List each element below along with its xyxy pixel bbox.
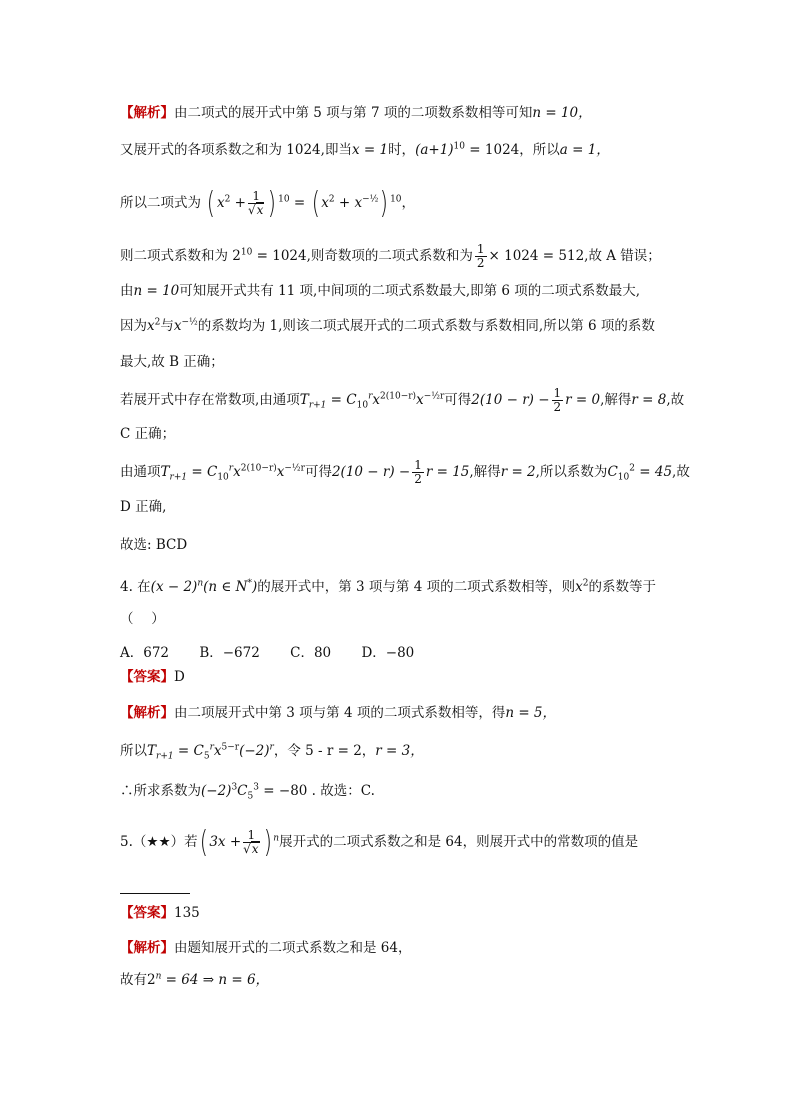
fraction-half: $\frac{1}{2}$ — [414, 458, 422, 486]
q4-answer — [120, 667, 185, 687]
text: 的系数等于 — [588, 579, 656, 595]
math: r = 2 — [500, 464, 536, 480]
math: r = 3， — [375, 743, 424, 759]
p1-line-8 — [120, 387, 684, 414]
math: (a+1) — [415, 142, 454, 158]
text: ,所以系数为 — [535, 464, 608, 480]
p1-line-11 — [120, 497, 166, 517]
q5-explain-2 — [120, 970, 269, 990]
math: (x − 2) — [150, 579, 198, 595]
math: r = 8 — [631, 392, 667, 408]
q4-explain-2 — [120, 739, 424, 763]
option-d: D．−80 — [361, 645, 415, 661]
text: ,故 — [666, 392, 685, 408]
math: 2(10 − r) − — [471, 392, 550, 408]
text: 若展开式中存在常数项,由通项 — [120, 392, 300, 408]
p1-line-12 — [120, 535, 187, 555]
text: ,故 A 错误； — [584, 248, 661, 264]
fraction: $\frac{1}{√x}$ — [243, 828, 259, 856]
q5-stem: 5.（★★）若( 3x + $\frac{1}{√x}$ ) $^n$展开式的二项式系数之和是 64，则展开式中的常数项的值是 — [120, 824, 639, 860]
text: ,解得 — [469, 464, 501, 480]
paren: ) — [268, 185, 277, 221]
math: $C_{10}^2$ — [607, 463, 635, 483]
text: D 正确, — [120, 499, 167, 515]
q4-paren — [120, 609, 165, 629]
text: ,故 — [672, 464, 690, 480]
text: 4. 在 — [120, 579, 151, 595]
p1-line-7 — [120, 352, 224, 372]
difficulty-stars: ★★ — [146, 834, 171, 850]
q4-stem: 4. 在$(x - 2)^n(n$ ∈ N*)的展开式中，第 3 项与第 4 项的二项式系数相等，则$x^2$的系数等于 — [120, 578, 656, 595]
text: 5.（ — [120, 834, 147, 850]
text: ∴所求系数为 — [120, 783, 201, 799]
p1-line-4 — [120, 243, 661, 270]
text: 又展开式的各项系数之和为 1024,即当 — [120, 142, 352, 158]
text: 则二项式系数和为 2 — [120, 248, 241, 264]
text: 由二项式的展开式中第 5 项与第 7 项的二项数系数相等可知 — [174, 105, 533, 121]
text: ,解得 — [600, 392, 632, 408]
text: 可得 — [444, 392, 472, 408]
p1-line-5 — [120, 281, 640, 301]
math: n = 5， — [505, 705, 557, 721]
text: 的展开式中，第 3 项与第 4 项的二项式系数相等，则 — [257, 579, 576, 595]
q5-explain-1 — [120, 938, 411, 958]
general-term: $T_{r+1} = C_5^rx^{5-r}(-2)^r$ — [147, 742, 274, 762]
answer: D — [174, 669, 185, 685]
text: 可知展开式共有 11 项,中间项的二项式系数最大,即第 6 项的二项式系数最大, — [179, 283, 641, 299]
math: × 1024 = 512 — [488, 248, 585, 264]
text: 所以二项式为 — [120, 195, 201, 211]
option-b: B．−672 — [199, 645, 260, 661]
math: $x^2$ — [147, 317, 161, 334]
paren: ) — [263, 824, 272, 860]
q5-answer — [120, 903, 200, 923]
math: r = 0 — [565, 392, 601, 408]
math: $x^2$ + — [217, 194, 246, 211]
text: 因为 — [120, 318, 147, 334]
math: x = 1 — [351, 142, 389, 158]
text: （ ） — [120, 611, 165, 627]
paren: ( — [207, 185, 216, 221]
text: 由 — [120, 283, 134, 299]
math: $x^{-\frac{1}{2}}$ — [173, 317, 198, 334]
general-term: $T_{r+1} = C_{10}^rx^{2(10-r)}x^{-\frac{1}{2}r}$ — [160, 463, 305, 483]
text: = −80 . 故选：C. — [258, 783, 375, 799]
text: 的系数均为 1,则该二项式展开式的二项式系数与系数相同,所以第 6 项的系数 — [197, 318, 655, 334]
text: 由题知展开式的二项式系数之和是 64， — [174, 940, 412, 956]
p1-line-10 — [120, 459, 690, 486]
p1-line-2 — [120, 140, 610, 160]
exponent: 10 — [453, 141, 465, 152]
fraction-half: $\frac{1}{2}$ — [553, 386, 562, 414]
general-term: $T_{r+1} = C_{10}^rx^{2(10-r)}x^{-\frac{1}{2}r}$ — [299, 391, 445, 411]
math: a = 1， — [559, 142, 610, 158]
option-a: A．672 — [120, 645, 170, 661]
fraction: $\frac{1}{√x}$ — [247, 189, 264, 217]
paren: ( — [311, 185, 320, 221]
answer: 135 — [174, 905, 200, 921]
q4-explain-1 — [120, 703, 556, 723]
answer-blank — [120, 893, 190, 894]
text: 与 — [160, 318, 174, 334]
text: = 1024，所以 — [465, 142, 560, 158]
p1-line-9 — [120, 424, 175, 444]
text: = 1024,则奇数项的二项式系数和为 — [252, 248, 473, 264]
q4-options — [120, 643, 414, 663]
text: 由通项 — [120, 464, 161, 480]
math: r = 15 — [425, 464, 470, 480]
math: 2(10 − r) − — [331, 464, 411, 480]
p1-line-3: 所以二项式为 ( $x^2$ + $\frac{1}{√x}$ ) $^{10}$ = ( $x^2 + x^{-\frac{1}{2}}$) $^{10}$， — [120, 185, 416, 221]
daan-tag: 【答案】 — [120, 905, 174, 921]
option-c: C．80 — [290, 645, 332, 661]
text: 由二项展开式中第 3 项与第 4 项的二项式系数相等，得 — [174, 705, 506, 721]
text: ）若 — [170, 834, 198, 850]
text: 可得 — [304, 464, 332, 480]
exponent: n — [155, 971, 162, 982]
q4-explain-3 — [120, 779, 375, 803]
math: 3x + — [209, 834, 242, 850]
math: $(-2)^3C_5^3$ — [201, 782, 259, 802]
text: 故选: BCD — [120, 537, 188, 553]
paren: ) — [380, 185, 389, 221]
text: C 正确； — [120, 426, 176, 442]
text: 故有 — [120, 972, 147, 988]
exponent: 10 — [240, 247, 253, 258]
math: $x^2$ — [575, 578, 589, 595]
math: $x^2 + x^{-\frac{1}{2}}$ — [321, 194, 379, 211]
jiexi-tag: 【解析】 — [120, 705, 174, 721]
math: n = 10 — [133, 283, 180, 299]
text: ，令 5 - r = 2， — [273, 743, 376, 759]
daan-tag: 【答案】 — [120, 669, 174, 685]
jiexi-tag: 【解析】 — [120, 105, 174, 121]
text: 时， — [388, 142, 416, 158]
math: 2 — [147, 972, 156, 988]
p1-line-6 — [120, 316, 655, 336]
text: 最大,故 B 正确； — [120, 354, 224, 370]
fraction-half: $\frac{1}{2}$ — [476, 242, 485, 270]
jiexi-tag: 【解析】 — [120, 940, 174, 956]
text: 展开式的二项式系数之和是 64，则展开式中的常数项的值是 — [279, 834, 639, 850]
p1-line-1 — [120, 103, 592, 123]
paren: ( — [199, 824, 208, 860]
math: = 64 ⇒ n = 6， — [161, 972, 270, 988]
math: (n ∈ N*) — [203, 578, 258, 595]
math: = 45 — [634, 464, 673, 480]
math: n = 10， — [532, 105, 592, 121]
text: 所以 — [120, 743, 147, 759]
